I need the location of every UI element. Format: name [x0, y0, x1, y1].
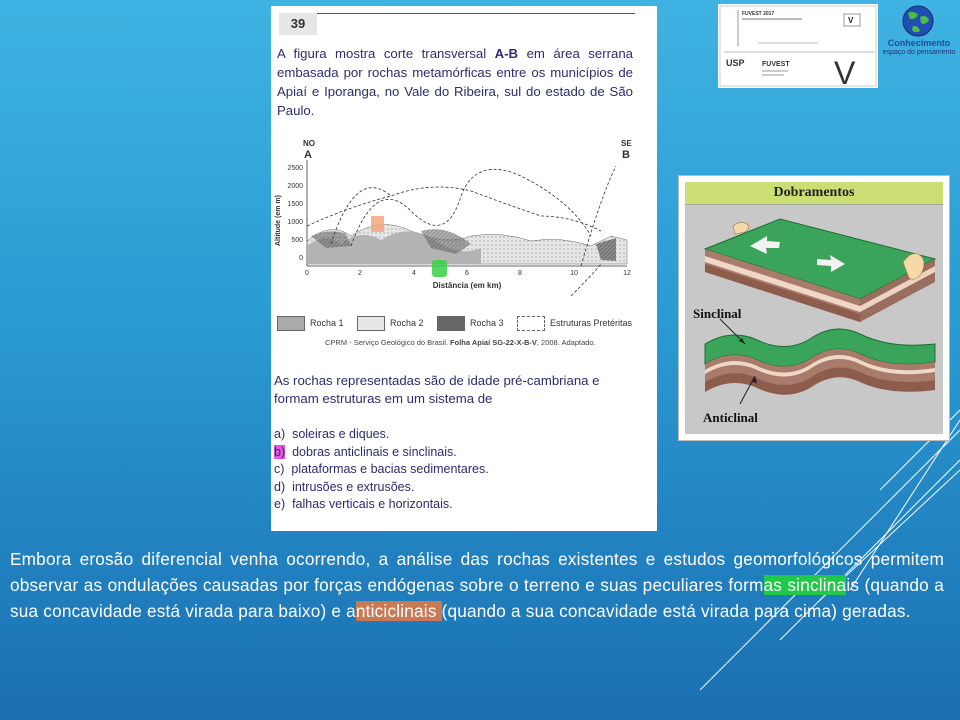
globe-icon: [880, 4, 958, 38]
thumb-header: FUVEST 2017: [742, 11, 775, 17]
legend-rocha-2: Rocha 2: [357, 314, 424, 332]
dir-left: NO: [303, 139, 315, 148]
option-b[interactable]: b) dobras anticlinais e sinclinais.: [274, 444, 457, 459]
legend-rocha-1: Rocha 1: [277, 314, 344, 332]
highlight-green-marker: [432, 260, 447, 277]
diagram-legend: [277, 314, 647, 332]
y-tick: 2000: [287, 183, 303, 190]
x-tick: 10: [570, 270, 578, 277]
x-tick: 4: [412, 270, 416, 277]
y-tick: 1500: [287, 201, 303, 208]
fuvest-exam-thumbnail: [718, 4, 878, 88]
x-tick: 12: [623, 270, 631, 277]
legend-rocha-3: Rocha 3: [437, 314, 504, 332]
fold-title: Dobramentos: [685, 182, 943, 205]
svg-text:V: V: [848, 16, 854, 25]
x-tick: 0: [305, 270, 309, 277]
x-ticks: [305, 270, 631, 277]
y-tick: 500: [291, 237, 303, 244]
question-stem: As rochas representadas são de idade pré-cambriana e formam estruturas em um sistema de: [274, 373, 600, 406]
legend-estruturas: Estruturas Pretéritas: [517, 314, 632, 332]
dir-right: SE: [621, 139, 632, 148]
option-d[interactable]: d) intrusões e extrusões.: [274, 479, 415, 494]
swatch: [437, 316, 465, 331]
header-rule: [317, 13, 635, 14]
option-e[interactable]: e) falhas verticais e horizontais.: [274, 497, 453, 511]
highlight-orange-marker: [371, 216, 384, 232]
label-sinclinal: Sinclinal: [693, 306, 742, 321]
point-a: A: [304, 149, 312, 161]
swatch: [277, 316, 305, 331]
answer-options: [274, 426, 634, 514]
thumb-brand-usp: USP: [726, 58, 745, 68]
explanation-paragraph: Embora erosão diferencial venha ocorrendo, a análise das rochas existentes e estudos geomorfológicos permitem observar as ondulações causadas por forças endógenas sobre o terreno e suas peculiares formas sinclinais (quando a sua concavidade está virada para baixo) e anticiclinais (quando a sua concavidade está virada para cima) geradas.: [10, 549, 944, 621]
x-tick: 2: [358, 270, 362, 277]
thumb-check-mark: V: [834, 55, 856, 88]
thumb-brand-fuvest: FUVEST: [762, 61, 790, 68]
y-tick: 2500: [287, 165, 303, 172]
y-axis-label: Altitude (em m): [275, 195, 282, 246]
y-ticks: [287, 165, 303, 262]
conhecimento-logo: [880, 4, 958, 60]
point-b: B: [622, 149, 630, 161]
exam-question-page: [271, 6, 657, 531]
source-credit: CPRM - Serviço Geológico do Brasil. Folha Apiaí SG-22-X-B-V, 2008. Adaptado.: [325, 338, 596, 347]
logo-name: Conhecimento: [887, 38, 951, 48]
x-axis-label: Distância (em km): [432, 281, 502, 290]
x-tick: 6: [465, 270, 469, 277]
option-c[interactable]: c) plataformas e bacias sedimentares.: [274, 462, 489, 476]
y-tick: 1000: [287, 219, 303, 226]
highlight-anticlinais: nticiclinais: [355, 601, 442, 621]
question-number: 39: [279, 13, 317, 35]
cross-section-diagram: [271, 136, 657, 301]
fold-figure-inner: [685, 182, 943, 434]
option-a[interactable]: a) soleiras e diques.: [274, 427, 390, 441]
swatch: [517, 316, 545, 331]
x-tick: 8: [518, 270, 522, 277]
label-anticlinal: Anticlinal: [703, 410, 758, 425]
highlight-sinclinais: as sinclina: [763, 575, 847, 595]
swatch: [357, 316, 385, 331]
y-tick: 0: [299, 255, 303, 262]
question-intro: A figura mostra corte transversal A-B em área serrana embasada por rochas metamórficas entre os municípios de Apiaí e Iporanga, no Vale do Ribeira, sul do estado de São Paulo.: [277, 46, 633, 118]
logo-tagline: espaço do pensamento: [882, 49, 956, 56]
dobramentos-figure: [678, 175, 950, 441]
